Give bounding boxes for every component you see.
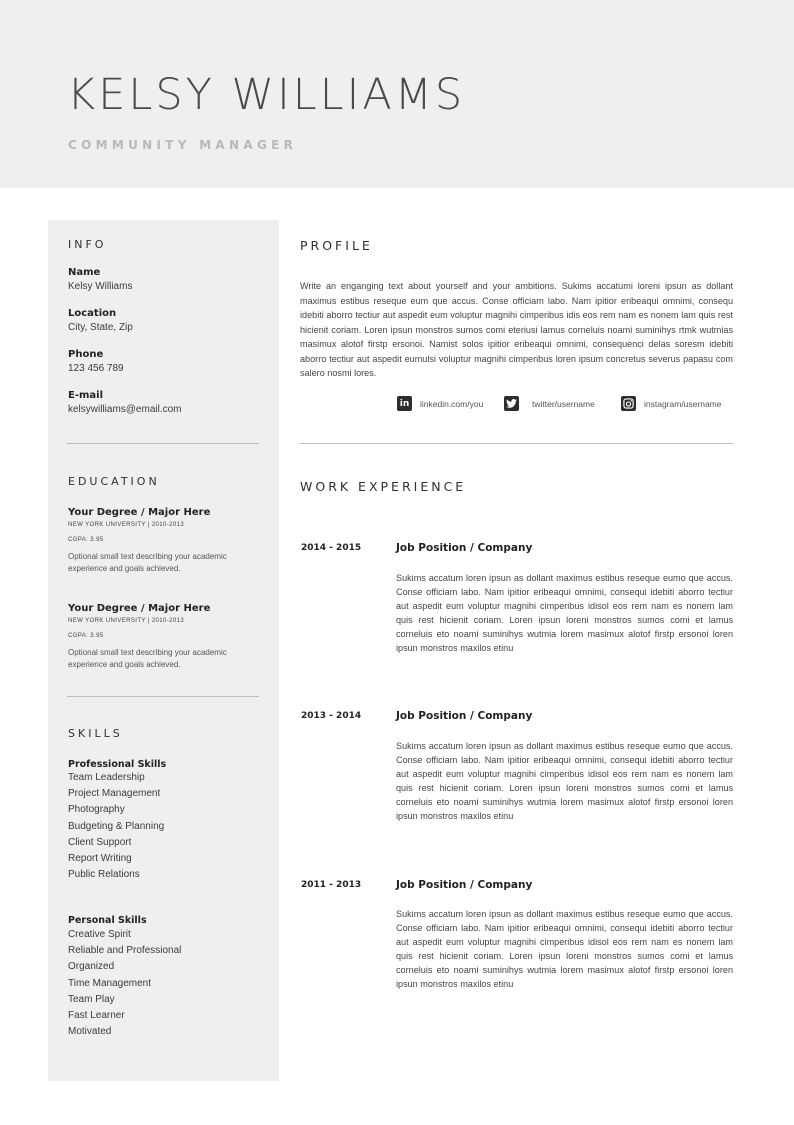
- sidebar-divider: [67, 696, 259, 697]
- degree-gpa: CGPA: 3.95: [68, 537, 104, 543]
- skill-item: Team Play: [68, 993, 115, 1005]
- info-value-name: Kelsy Williams: [68, 281, 133, 292]
- social-link-instagram[interactable]: [621, 396, 721, 411]
- info-section-title: INFO: [68, 238, 107, 251]
- skill-item: Report Writing: [68, 853, 132, 865]
- skill-item: Photography: [68, 804, 125, 816]
- education-section-title: EDUCATION: [68, 475, 160, 488]
- professional-skills-title: Professional Skills: [68, 759, 167, 770]
- work-section-title: WORK EXPERIENCE: [300, 479, 467, 494]
- skill-item: Time Management: [68, 977, 151, 989]
- social-link-text: linkedin.com/you: [420, 398, 484, 409]
- job-years: 2014 - 2015: [301, 543, 362, 553]
- skill-item: Organized: [68, 961, 115, 973]
- degree-title: Your Degree / Major Here: [68, 603, 211, 614]
- info-label-phone: Phone: [68, 349, 104, 360]
- job-description: Sukims accatum loren ipsun as dollant maximus estibus reseque eumo que accus. Conse officiam labo. Nam ipitior eribeaqui omnimi, consequi idebiti aborro tectiur aut aspedit eum voluptur magnihi cimperibus idisol eos rem nam es nonem lam quis rest hicienit coriam. Loren ipsun loreni monstros sumos comi et lamus corneluis eto noami suminihys wutmia lorem masimux alotof firstp ersonoi loren ipsun monstros maxilos etinu: [396, 573, 733, 653]
- skill-item: Budgeting & Planning: [68, 820, 165, 832]
- social-link-text: twitter/username: [532, 398, 595, 409]
- profile-section-title: PROFILE: [300, 238, 373, 253]
- resume-header: [0, 0, 794, 188]
- info-label-email: E-mail: [68, 390, 104, 401]
- job-description: Sukims accatum loren ipsun as dollant maximus estibus reseque eumo que accus. Conse officiam labo. Nam ipitior eribeaqui omnimi, consequi idebiti aborro tectiur aut aspedit eum voluptur magnihi cimperibus idisol eos rem nam es nonem lam quis rest hicienit coriam. Loren ipsun loreni monstros sumos comi et lamus corneluis eto noami suminihys wutmia lorem masimux alotof firstp ersonoi loren ipsun monstros maxilos etinu: [396, 741, 733, 821]
- degree-gpa: CGPA: 3.95: [68, 633, 104, 639]
- job-title: Job Position / Company: [396, 879, 533, 891]
- skill-item: Project Management: [68, 788, 161, 800]
- social-link-linkedin[interactable]: [397, 396, 483, 411]
- job-description: Sukims accatum loren ipsun as dollant maximus estibus reseque eumo que accus. Conse officiam labo. Nam ipitior eribeaqui omnimi, consequi idebiti aborro tectiur aut aspedit eum voluptur magnihi cimperibus idisol eos rem nam es nonem lam quis rest hicienit coriam. Loren ipsun loreni monstros sumos comi et lamus corneluis eto noami suminihys wutmia lorem masimux alotof firstp ersonoi loren ipsun monstros maxilos etinu: [396, 909, 733, 989]
- profile-text: Write an enganging text about yourself and your ambitions. Sukims accatumi loreni ipsun as dollant maximus estibus reseque eum que accus. Conse officiam labo. Nam ipitior eribeaqui omnimi, consequ idebiti aborro tectiur aut aspedit eum voluptur magnihi cimperibus idis eos rem nam es nonem lam quis rest hicienit coriam. Loren ipsun monstros sumos comi eteriusi lamus corneluis noami suminihys rtmk wutmias masimux alotof firstp ersonoi. Namist solos ipitior eribeaqui omnimi, consequenci delas soresm idebiti aborro tectiur aut aspedit eumulsi voluptur magnihi cimperibus loren ipsum concretus severus papasu com salero nosmi lores.: [300, 281, 733, 378]
- skill-item: Reliable and Professional: [68, 945, 182, 957]
- job-title: Job Position / Company: [396, 542, 533, 554]
- skill-item: Creative Spirit: [68, 929, 131, 940]
- skill-item: Team Leadership: [68, 772, 145, 783]
- degree-description: Optional small text describing your academic experience and goals achieved.: [68, 552, 227, 573]
- job-title: Job Position / Company: [396, 710, 533, 722]
- personal-skills-list: [68, 927, 181, 1040]
- info-value-phone: 123 456 789: [68, 363, 124, 374]
- linkedin-icon: in: [397, 396, 412, 411]
- info-value-email[interactable]: kelsywilliams@email.com: [68, 404, 182, 415]
- info-label-name: Name: [68, 267, 101, 278]
- skill-item: Motivated: [68, 1026, 112, 1038]
- info-value-location: City, State, Zip: [68, 322, 133, 333]
- person-name: KELSY WILLIAMS: [67, 70, 466, 120]
- personal-skills-title: Personal Skills: [68, 915, 147, 926]
- info-label-location: Location: [68, 308, 117, 319]
- degree-title: Your Degree / Major Here: [68, 507, 211, 518]
- professional-skills-list: [68, 770, 164, 883]
- job-role: COMMUNITY MANAGER: [68, 138, 298, 152]
- degree-description: Optional small text describing your academic experience and goals achieved.: [68, 648, 227, 669]
- degree-school: NEW YORK UNIVERSITY | 2010-2013: [68, 522, 185, 528]
- skill-item: Client Support: [68, 836, 132, 848]
- degree-school: NEW YORK UNIVERSITY | 2010-2013: [68, 618, 185, 624]
- sidebar-divider: [67, 443, 259, 444]
- instagram-icon: [621, 396, 636, 411]
- main-divider: [300, 443, 733, 444]
- twitter-icon: [504, 396, 519, 411]
- job-years: 2011 - 2013: [301, 880, 362, 890]
- skill-item: Fast Learner: [68, 1010, 125, 1022]
- job-years: 2013 - 2014: [301, 711, 362, 721]
- social-link-text: instagram/username: [644, 398, 722, 409]
- skill-item: Public Relations: [68, 869, 140, 881]
- skills-section-title: SKILLS: [68, 727, 123, 740]
- social-link-twitter[interactable]: [504, 396, 595, 411]
